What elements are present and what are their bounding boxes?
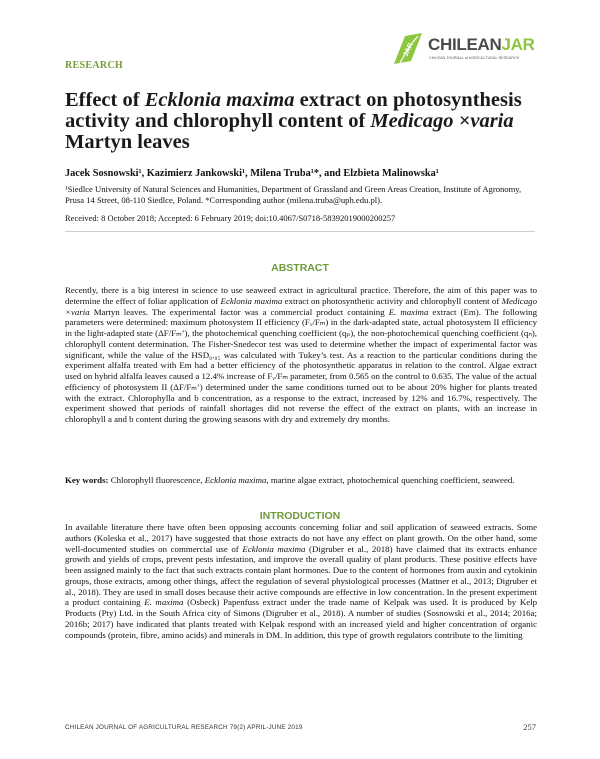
footer-journal: CHILEAN JOURNAL OF AGRICULTURAL RESEARCH 79(2) APRIL-JUNE 2019 (65, 724, 303, 731)
logo-subtitle: CHILEAN JOURNAL of AGRICULTURAL RESEARCH (429, 56, 520, 60)
abstract-text: Recently, there is a big interest in science to use seaweed extract in agricultural practice. Therefore, the aim of this paper was to determine the effect of foliar application of Ecklonia maxima extract on photosynthetic activity and chlorophyll content of Medicago ×varia Martyn leaves. The experimental factor was a commercial product containing E. maxima extract (Em). The following parameters were determined: maximum photosystem II efficiency (Fᵥ/Fₘ) in the dark-adapted state, actual photosystem II efficiency in the light-adapted state (ΔF/Fₘ’), the photochemical quenching coefficient (qₚ), the non-photochemical quenching coefficient (qₙ), chlorophyll content determination. The Fisher-Snedecor test was used to determine whether the impact of experimental factor was significant, while the value of the HSD₀.₀₅ was calculated with Tukey’s test. As a reaction to the particular conditions during the experiment alfalfa treated with Em had a better efficiency of the photosynthetic apparatus in relation to the control. Algae extract used on hybrid alfalfa leaves caused a 12.4% increase of Fᵥ/Fₘ parameter, from 0.565 on the control to 0.635. The value of the actual efficiency of photosystem II (ΔF/Fₘ’) determined under the same conditions turned out to be about 20% higher for plants treated with the extract. Chlorophylla and b concentration, as a response to the extract, increased by 12% and 16.7%, respectively. The experiment showed that periods of rainfall shortages did not reverse the effect of the extract on plants, with an increase in chlorophyll a and b content during the growing seasons with dry and extremely dry months. (65, 285, 538, 424)
journal-logo (391, 30, 535, 70)
logo-wordmark: CHILEANJAR (428, 35, 535, 54)
svg-text:JAR: JAR (402, 42, 415, 58)
section-label: RESEARCH (65, 60, 123, 71)
introduction-heading: INTRODUCTION (259, 510, 341, 522)
article-title: Effect of Ecklonia maxima extract on photosynthesis activity and chlorophyll content of Medicago ×varia Martyn leaves (65, 89, 522, 153)
divider (65, 231, 535, 232)
received-dates-doi: Received: 8 October 2018; Accepted: 6 February 2019; doi:10.4067/S0718-58392019000200257 (65, 213, 396, 223)
affiliation: ¹Siedlce University of Natural Sciences and Humanities, Department of Grassland and Green Areas Creation, Institute of Agronomy, Prusa 14 Street, 08-110 Siedlce, Poland. *Corresponding author (milena.truba@uph.edu.pl). (65, 184, 522, 205)
introduction-text: In available literature there have often been opposing accounts concerning foliar and soil application of seaweed extracts. Some authors (Koleska et al., 2017) have suggested that those extracts do not have any effect on plant growth. On the other hand, some well-documented studies on commercial use of Ecklonia maxima (Digruber et al., 2018) have claimed that its extracts enhance growth and yields of crops, prevent pests infestation, and improve the overall quality of plant products. These positive effects have been assigned mainly to the fact that such extracts contain plant hormones. Due to the content of hormones from auxin and cytokinin groups, those extracts, among other things, affect the regulation of several physiological processes (Mattner et al., 2013; Digruber et al., 2018). They are used in small doses because their active compounds are effective in low concentration. In the present experiment a product containing E. maxima (Osbeck) Papenfuss extract under the trade name of Kelpak was used. It is produced by Kelp Products (Pty) Ltd. in the South Africa city of Simons (Digruber et al., 2018). A number of studies (Sosnowski et al., 2014; 2016a; 2016b; 2017) have indicated that plants treated with Kelpak respond with an increased yield and higher concentration of organic compounds (protein, fibre, amino acids) and minerals in DM. In addition, this type of growth regulators contribute to the limiting (65, 522, 538, 640)
jar-leaf-icon (391, 30, 425, 68)
abstract-heading: ABSTRACT (271, 262, 329, 274)
keywords: Key words: Chlorophyll fluorescence, Ecklonia maxima, marine algae extract, photochemical quenching coefficient, seaweed. (65, 475, 515, 485)
page-number: 257 (523, 722, 536, 732)
author-list: Jacek Sosnowski¹, Kazimierz Jankowski¹, Milena Truba¹*, and Elzbieta Malinowska¹ (65, 168, 439, 179)
